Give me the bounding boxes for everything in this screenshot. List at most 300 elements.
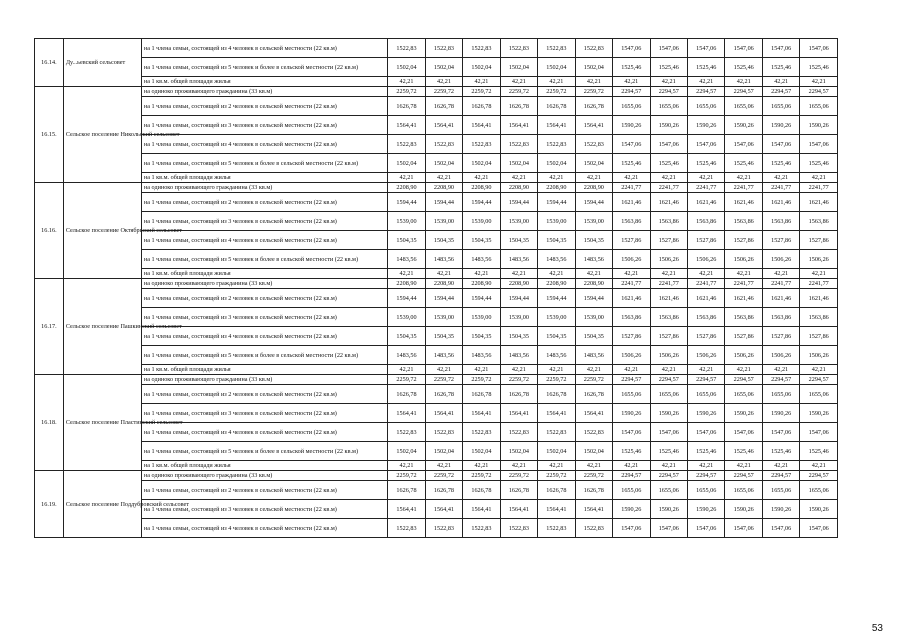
value-cell: 2259,72 bbox=[425, 87, 462, 97]
value-cell: 42,21 bbox=[800, 77, 838, 87]
value-cell: 1522,83 bbox=[575, 423, 612, 442]
value-cell: 1483,56 bbox=[500, 250, 537, 269]
value-cell: 1590,26 bbox=[650, 116, 687, 135]
category-cell: на 1 члена семьи, состоящей из 4 человек в сельской местности (22 кв.м) bbox=[141, 519, 387, 538]
table-row bbox=[35, 250, 838, 269]
value-cell: 1539,00 bbox=[538, 308, 575, 327]
table-row bbox=[35, 39, 838, 58]
value-cell: 2208,90 bbox=[425, 279, 462, 289]
value-cell: 1506,26 bbox=[613, 346, 650, 365]
value-cell: 1539,00 bbox=[575, 212, 612, 231]
value-cell: 42,21 bbox=[650, 461, 687, 471]
value-cell: 2294,57 bbox=[613, 375, 650, 385]
value-cell: 1564,41 bbox=[575, 116, 612, 135]
value-cell: 2294,57 bbox=[762, 375, 799, 385]
value-cell: 1564,41 bbox=[500, 116, 537, 135]
value-cell: 1527,86 bbox=[725, 231, 762, 250]
value-cell: 1522,83 bbox=[500, 39, 537, 58]
value-cell: 1655,06 bbox=[762, 481, 799, 500]
value-cell: 1527,86 bbox=[762, 231, 799, 250]
value-cell: 42,21 bbox=[538, 77, 575, 87]
category-cell: на 1 члена семьи, состоящей из 5 человек и более в сельской местности (22 кв.м) bbox=[141, 346, 387, 365]
value-cell: 1564,41 bbox=[500, 500, 537, 519]
value-cell: 1547,06 bbox=[650, 135, 687, 154]
value-cell: 2294,57 bbox=[725, 471, 762, 481]
value-cell: 1527,86 bbox=[725, 327, 762, 346]
category-cell: на 1 члена семьи, состоящей из 2 человек в сельской местности (22 кв.м) bbox=[141, 289, 387, 308]
value-cell: 1564,41 bbox=[388, 500, 425, 519]
value-cell: 1563,86 bbox=[688, 308, 725, 327]
value-cell: 2241,77 bbox=[688, 279, 725, 289]
category-cell: на 1 члена семьи, состоящей из 5 человек и более в сельской местности (22 кв.м) bbox=[141, 250, 387, 269]
value-cell: 1564,41 bbox=[538, 404, 575, 423]
value-cell: 42,21 bbox=[425, 269, 462, 279]
value-cell: 1522,83 bbox=[388, 39, 425, 58]
value-cell: 2208,90 bbox=[388, 183, 425, 193]
value-cell: 2294,57 bbox=[762, 471, 799, 481]
value-cell: 2241,77 bbox=[650, 183, 687, 193]
value-cell: 1504,35 bbox=[500, 327, 537, 346]
value-cell: 1621,46 bbox=[762, 193, 799, 212]
value-cell: 1626,78 bbox=[388, 481, 425, 500]
category-cell: на 1 члена семьи, состоящей из 5 человек и более в сельской местности (22 кв.м) bbox=[141, 154, 387, 173]
value-cell: 1626,78 bbox=[425, 97, 462, 116]
value-cell: 42,21 bbox=[425, 461, 462, 471]
value-cell: 42,21 bbox=[762, 77, 799, 87]
value-cell: 1564,41 bbox=[575, 404, 612, 423]
category-cell: на 1 члена семьи, состоящей из 4 человек в сельской местности (22 кв.м) bbox=[141, 423, 387, 442]
value-cell: 1594,44 bbox=[575, 193, 612, 212]
value-cell: 1547,06 bbox=[613, 519, 650, 538]
value-cell: 42,21 bbox=[500, 173, 537, 183]
value-cell: 1522,83 bbox=[463, 519, 500, 538]
value-cell: 1626,78 bbox=[575, 481, 612, 500]
value-cell: 1564,41 bbox=[425, 116, 462, 135]
value-cell: 42,21 bbox=[650, 77, 687, 87]
value-cell: 1590,26 bbox=[688, 116, 725, 135]
value-cell: 2241,77 bbox=[688, 183, 725, 193]
value-cell: 42,21 bbox=[762, 269, 799, 279]
settlement-name: Сельское поселение Пашкинский сельсовет bbox=[63, 279, 141, 375]
value-cell: 2259,72 bbox=[388, 471, 425, 481]
value-cell: 1502,04 bbox=[538, 154, 575, 173]
value-cell: 42,21 bbox=[388, 173, 425, 183]
value-cell: 1626,78 bbox=[500, 385, 537, 404]
value-cell: 1502,04 bbox=[463, 442, 500, 461]
value-cell: 1522,83 bbox=[500, 135, 537, 154]
value-cell: 1504,35 bbox=[575, 231, 612, 250]
value-cell: 1563,86 bbox=[650, 308, 687, 327]
value-cell: 1502,04 bbox=[388, 442, 425, 461]
value-cell: 1525,46 bbox=[650, 58, 687, 77]
value-cell: 42,21 bbox=[538, 365, 575, 375]
value-cell: 2259,72 bbox=[500, 375, 537, 385]
value-cell: 42,21 bbox=[613, 269, 650, 279]
value-cell: 1539,00 bbox=[538, 212, 575, 231]
category-cell: на 1 члена семьи, состоящей из 2 человек в сельской местности (22 кв.м) bbox=[141, 481, 387, 500]
value-cell: 1527,86 bbox=[762, 327, 799, 346]
value-cell: 2259,72 bbox=[463, 471, 500, 481]
value-cell: 1547,06 bbox=[688, 39, 725, 58]
value-cell: 42,21 bbox=[575, 365, 612, 375]
value-cell: 1655,06 bbox=[650, 97, 687, 116]
section-number: 16.18. bbox=[35, 375, 64, 471]
value-cell: 1590,26 bbox=[688, 404, 725, 423]
value-cell: 1621,46 bbox=[688, 193, 725, 212]
value-cell: 2294,57 bbox=[800, 87, 838, 97]
category-cell: на одиноко проживающего гражданина (33 кв.м) bbox=[141, 87, 387, 97]
value-cell: 42,21 bbox=[800, 461, 838, 471]
value-cell: 1655,06 bbox=[762, 97, 799, 116]
value-cell: 1522,83 bbox=[500, 423, 537, 442]
value-cell: 1547,06 bbox=[650, 519, 687, 538]
value-cell: 1483,56 bbox=[575, 346, 612, 365]
category-cell: на 1 члена семьи, состоящей из 5 человек и более в сельской местности (22 кв.м) bbox=[141, 442, 387, 461]
value-cell: 1564,41 bbox=[425, 404, 462, 423]
value-cell: 1504,35 bbox=[388, 327, 425, 346]
value-cell: 1502,04 bbox=[500, 442, 537, 461]
value-cell: 1590,26 bbox=[613, 116, 650, 135]
value-cell: 42,21 bbox=[688, 77, 725, 87]
value-cell: 1504,35 bbox=[388, 231, 425, 250]
value-cell: 2241,77 bbox=[800, 183, 838, 193]
value-cell: 1547,06 bbox=[688, 135, 725, 154]
value-cell: 1564,41 bbox=[538, 500, 575, 519]
category-cell: на 1 члена семьи, состоящей из 3 человек в сельской местности (22 кв.м) bbox=[141, 308, 387, 327]
value-cell: 1655,06 bbox=[650, 385, 687, 404]
value-cell: 1626,78 bbox=[463, 385, 500, 404]
value-cell: 1527,86 bbox=[613, 231, 650, 250]
value-cell: 1525,46 bbox=[688, 442, 725, 461]
value-cell: 1539,00 bbox=[463, 308, 500, 327]
value-cell: 1563,86 bbox=[725, 308, 762, 327]
value-cell: 42,21 bbox=[463, 77, 500, 87]
value-cell: 1502,04 bbox=[575, 58, 612, 77]
value-cell: 1563,86 bbox=[613, 308, 650, 327]
value-cell: 42,21 bbox=[463, 269, 500, 279]
value-cell: 2259,72 bbox=[388, 87, 425, 97]
value-cell: 2241,77 bbox=[650, 279, 687, 289]
value-cell: 42,21 bbox=[613, 77, 650, 87]
value-cell: 1626,78 bbox=[425, 481, 462, 500]
value-cell: 42,21 bbox=[725, 269, 762, 279]
table-row bbox=[35, 77, 838, 87]
value-cell: 1626,78 bbox=[425, 385, 462, 404]
category-cell: на 1 члена семьи, состоящей из 4 человек в сельской местности (22 кв.м) bbox=[141, 39, 387, 58]
value-cell: 1506,26 bbox=[762, 346, 799, 365]
value-cell: 2259,72 bbox=[500, 471, 537, 481]
value-cell: 2241,77 bbox=[725, 279, 762, 289]
category-cell: на 1 члена семьи, состоящей из 4 человек в сельской местности (22 кв.м) bbox=[141, 135, 387, 154]
value-cell: 1527,86 bbox=[800, 327, 838, 346]
value-cell: 1502,04 bbox=[463, 154, 500, 173]
value-cell: 42,21 bbox=[575, 461, 612, 471]
value-cell: 42,21 bbox=[575, 269, 612, 279]
value-cell: 1564,41 bbox=[463, 404, 500, 423]
value-cell: 1502,04 bbox=[425, 442, 462, 461]
value-cell: 1621,46 bbox=[650, 289, 687, 308]
value-cell: 1504,35 bbox=[500, 231, 537, 250]
subsidy-norms-table bbox=[34, 38, 838, 538]
value-cell: 1594,44 bbox=[575, 289, 612, 308]
value-cell: 1502,04 bbox=[388, 58, 425, 77]
value-cell: 42,21 bbox=[500, 269, 537, 279]
value-cell: 42,21 bbox=[613, 365, 650, 375]
value-cell: 1504,35 bbox=[463, 327, 500, 346]
value-cell: 1626,78 bbox=[388, 97, 425, 116]
value-cell: 2208,90 bbox=[575, 279, 612, 289]
section-number: 16.14. bbox=[35, 39, 64, 87]
category-cell: на 1 кв.м. общей площади жилья bbox=[141, 461, 387, 471]
value-cell: 42,21 bbox=[800, 173, 838, 183]
value-cell: 1522,83 bbox=[425, 39, 462, 58]
value-cell: 1522,83 bbox=[538, 135, 575, 154]
value-cell: 42,21 bbox=[425, 173, 462, 183]
category-cell: на 1 члена семьи, состоящей из 3 человек в сельской местности (22 кв.м) bbox=[141, 500, 387, 519]
value-cell: 1502,04 bbox=[425, 154, 462, 173]
value-cell: 1655,06 bbox=[725, 97, 762, 116]
value-cell: 42,21 bbox=[388, 269, 425, 279]
table-row bbox=[35, 173, 838, 183]
value-cell: 1522,83 bbox=[425, 423, 462, 442]
value-cell: 1563,86 bbox=[613, 212, 650, 231]
value-cell: 1522,83 bbox=[388, 135, 425, 154]
value-cell: 1590,26 bbox=[725, 116, 762, 135]
value-cell: 1525,46 bbox=[613, 154, 650, 173]
value-cell: 2294,57 bbox=[800, 471, 838, 481]
value-cell: 1502,04 bbox=[538, 442, 575, 461]
value-cell: 1539,00 bbox=[388, 212, 425, 231]
value-cell: 42,21 bbox=[463, 461, 500, 471]
value-cell: 2259,72 bbox=[575, 375, 612, 385]
value-cell: 42,21 bbox=[575, 173, 612, 183]
value-cell: 42,21 bbox=[725, 365, 762, 375]
value-cell: 42,21 bbox=[613, 173, 650, 183]
value-cell: 42,21 bbox=[725, 77, 762, 87]
value-cell: 1506,26 bbox=[613, 250, 650, 269]
category-cell: на 1 кв.м. общей площади жилья bbox=[141, 365, 387, 375]
value-cell: 1626,78 bbox=[575, 385, 612, 404]
value-cell: 1506,26 bbox=[725, 346, 762, 365]
value-cell: 1506,26 bbox=[725, 250, 762, 269]
value-cell: 1547,06 bbox=[762, 39, 799, 58]
table-row bbox=[35, 461, 838, 471]
settlement-name: Сельское поселение Октябрьский сельсовет bbox=[63, 183, 141, 279]
value-cell: 1527,86 bbox=[688, 327, 725, 346]
value-cell: 2259,72 bbox=[575, 471, 612, 481]
value-cell: 1547,06 bbox=[650, 39, 687, 58]
value-cell: 2294,57 bbox=[800, 375, 838, 385]
category-cell: на 1 кв.м. общей площади жилья bbox=[141, 269, 387, 279]
value-cell: 1522,83 bbox=[575, 135, 612, 154]
value-cell: 1502,04 bbox=[575, 442, 612, 461]
value-cell: 1525,46 bbox=[762, 442, 799, 461]
value-cell: 1522,83 bbox=[463, 39, 500, 58]
section-number: 16.16. bbox=[35, 183, 64, 279]
value-cell: 1506,26 bbox=[688, 250, 725, 269]
value-cell: 1502,04 bbox=[463, 58, 500, 77]
value-cell: 2241,77 bbox=[613, 279, 650, 289]
value-cell: 42,21 bbox=[762, 461, 799, 471]
category-cell: на 1 члена семьи, состоящей из 2 человек в сельской местности (22 кв.м) bbox=[141, 97, 387, 116]
value-cell: 1621,46 bbox=[725, 289, 762, 308]
value-cell: 1502,04 bbox=[500, 154, 537, 173]
value-cell: 42,21 bbox=[650, 173, 687, 183]
value-cell: 1547,06 bbox=[725, 135, 762, 154]
value-cell: 1563,86 bbox=[800, 212, 838, 231]
value-cell: 1522,83 bbox=[463, 423, 500, 442]
value-cell: 1502,04 bbox=[388, 154, 425, 173]
value-cell: 1502,04 bbox=[500, 58, 537, 77]
value-cell: 1525,46 bbox=[613, 58, 650, 77]
value-cell: 1547,06 bbox=[613, 39, 650, 58]
value-cell: 2241,77 bbox=[762, 279, 799, 289]
value-cell: 1655,06 bbox=[688, 385, 725, 404]
value-cell: 1547,06 bbox=[800, 39, 838, 58]
table-row bbox=[35, 97, 838, 116]
value-cell: 2259,72 bbox=[575, 87, 612, 97]
value-cell: 1504,35 bbox=[538, 231, 575, 250]
value-cell: 1483,56 bbox=[388, 250, 425, 269]
value-cell: 1564,41 bbox=[388, 116, 425, 135]
value-cell: 42,21 bbox=[500, 77, 537, 87]
value-cell: 1621,46 bbox=[725, 193, 762, 212]
value-cell: 2259,72 bbox=[388, 375, 425, 385]
value-cell: 1525,46 bbox=[725, 58, 762, 77]
value-cell: 2294,57 bbox=[688, 471, 725, 481]
value-cell: 2208,90 bbox=[500, 279, 537, 289]
value-cell: 2259,72 bbox=[538, 471, 575, 481]
value-cell: 1547,06 bbox=[613, 423, 650, 442]
value-cell: 2208,90 bbox=[575, 183, 612, 193]
value-cell: 1655,06 bbox=[800, 385, 838, 404]
category-cell: на 1 члена семьи, состоящей из 2 человек в сельской местности (22 кв.м) bbox=[141, 385, 387, 404]
table-row bbox=[35, 87, 838, 97]
value-cell: 1655,06 bbox=[688, 481, 725, 500]
value-cell: 1594,44 bbox=[500, 289, 537, 308]
value-cell: 1594,44 bbox=[388, 193, 425, 212]
value-cell: 42,21 bbox=[388, 365, 425, 375]
value-cell: 1522,83 bbox=[575, 519, 612, 538]
value-cell: 1563,86 bbox=[800, 308, 838, 327]
value-cell: 1626,78 bbox=[463, 97, 500, 116]
value-cell: 1594,44 bbox=[388, 289, 425, 308]
table-row bbox=[35, 154, 838, 173]
value-cell: 1621,46 bbox=[800, 289, 838, 308]
value-cell: 42,21 bbox=[800, 365, 838, 375]
value-cell: 1594,44 bbox=[538, 289, 575, 308]
value-cell: 42,21 bbox=[538, 173, 575, 183]
value-cell: 1547,06 bbox=[650, 423, 687, 442]
value-cell: 42,21 bbox=[613, 461, 650, 471]
value-cell: 1564,41 bbox=[388, 404, 425, 423]
value-cell: 1590,26 bbox=[725, 500, 762, 519]
page-number: 53 bbox=[871, 623, 883, 634]
value-cell: 1547,06 bbox=[800, 519, 838, 538]
value-cell: 1626,78 bbox=[463, 481, 500, 500]
table-row bbox=[35, 193, 838, 212]
value-cell: 1655,06 bbox=[800, 97, 838, 116]
value-cell: 1547,06 bbox=[725, 519, 762, 538]
table-row bbox=[35, 365, 838, 375]
category-cell: на 1 кв.м. общей площади жилья bbox=[141, 77, 387, 87]
value-cell: 1539,00 bbox=[500, 308, 537, 327]
table-row bbox=[35, 279, 838, 289]
value-cell: 2259,72 bbox=[538, 375, 575, 385]
value-cell: 1539,00 bbox=[388, 308, 425, 327]
category-cell: на 1 члена семьи, состоящей из 3 человек в сельской местности (22 кв.м) bbox=[141, 404, 387, 423]
value-cell: 1621,46 bbox=[650, 193, 687, 212]
value-cell: 1525,46 bbox=[650, 442, 687, 461]
value-cell: 1655,06 bbox=[613, 385, 650, 404]
category-cell: на 1 члена семьи, состоящей из 4 человек в сельской местности (22 кв.м) bbox=[141, 231, 387, 250]
value-cell: 1522,83 bbox=[575, 39, 612, 58]
table-row bbox=[35, 481, 838, 500]
category-cell: на 1 члена семьи, состоящей из 5 человек и более в сельской местности (22 кв.м) bbox=[141, 58, 387, 77]
value-cell: 1594,44 bbox=[500, 193, 537, 212]
value-cell: 1655,06 bbox=[613, 481, 650, 500]
value-cell: 1522,83 bbox=[500, 519, 537, 538]
value-cell: 1655,06 bbox=[762, 385, 799, 404]
table-row bbox=[35, 442, 838, 461]
table-row bbox=[35, 471, 838, 481]
value-cell: 2294,57 bbox=[613, 87, 650, 97]
value-cell: 2294,57 bbox=[762, 87, 799, 97]
category-cell: на одиноко проживающего гражданина (33 кв.м) bbox=[141, 279, 387, 289]
value-cell: 1506,26 bbox=[688, 346, 725, 365]
value-cell: 1590,26 bbox=[650, 404, 687, 423]
value-cell: 42,21 bbox=[762, 173, 799, 183]
value-cell: 1590,26 bbox=[613, 404, 650, 423]
value-cell: 1563,86 bbox=[762, 308, 799, 327]
value-cell: 1522,83 bbox=[388, 423, 425, 442]
value-cell: 1506,26 bbox=[650, 346, 687, 365]
value-cell: 1594,44 bbox=[538, 193, 575, 212]
value-cell: 42,21 bbox=[762, 365, 799, 375]
value-cell: 1590,26 bbox=[800, 404, 838, 423]
value-cell: 1621,46 bbox=[688, 289, 725, 308]
value-cell: 1502,04 bbox=[538, 58, 575, 77]
value-cell: 1563,86 bbox=[650, 212, 687, 231]
value-cell: 2241,77 bbox=[762, 183, 799, 193]
value-cell: 42,21 bbox=[463, 365, 500, 375]
value-cell: 1506,26 bbox=[762, 250, 799, 269]
value-cell: 2208,90 bbox=[463, 183, 500, 193]
value-cell: 1525,46 bbox=[688, 154, 725, 173]
category-cell: на одиноко проживающего гражданина (33 кв.м) bbox=[141, 183, 387, 193]
value-cell: 42,21 bbox=[688, 461, 725, 471]
value-cell: 2259,72 bbox=[425, 471, 462, 481]
value-cell: 42,21 bbox=[500, 365, 537, 375]
value-cell: 2259,72 bbox=[425, 375, 462, 385]
value-cell: 1547,06 bbox=[725, 423, 762, 442]
value-cell: 1547,06 bbox=[762, 135, 799, 154]
table-row bbox=[35, 183, 838, 193]
value-cell: 42,21 bbox=[500, 461, 537, 471]
value-cell: 42,21 bbox=[388, 461, 425, 471]
table-row bbox=[35, 58, 838, 77]
value-cell: 1525,46 bbox=[650, 154, 687, 173]
value-cell: 2294,57 bbox=[650, 471, 687, 481]
value-cell: 1590,26 bbox=[762, 500, 799, 519]
value-cell: 1527,86 bbox=[688, 231, 725, 250]
value-cell: 1527,86 bbox=[650, 231, 687, 250]
value-cell: 1522,83 bbox=[538, 39, 575, 58]
value-cell: 1563,86 bbox=[762, 212, 799, 231]
value-cell: 1522,83 bbox=[463, 135, 500, 154]
value-cell: 2208,90 bbox=[388, 279, 425, 289]
value-cell: 1483,56 bbox=[425, 250, 462, 269]
